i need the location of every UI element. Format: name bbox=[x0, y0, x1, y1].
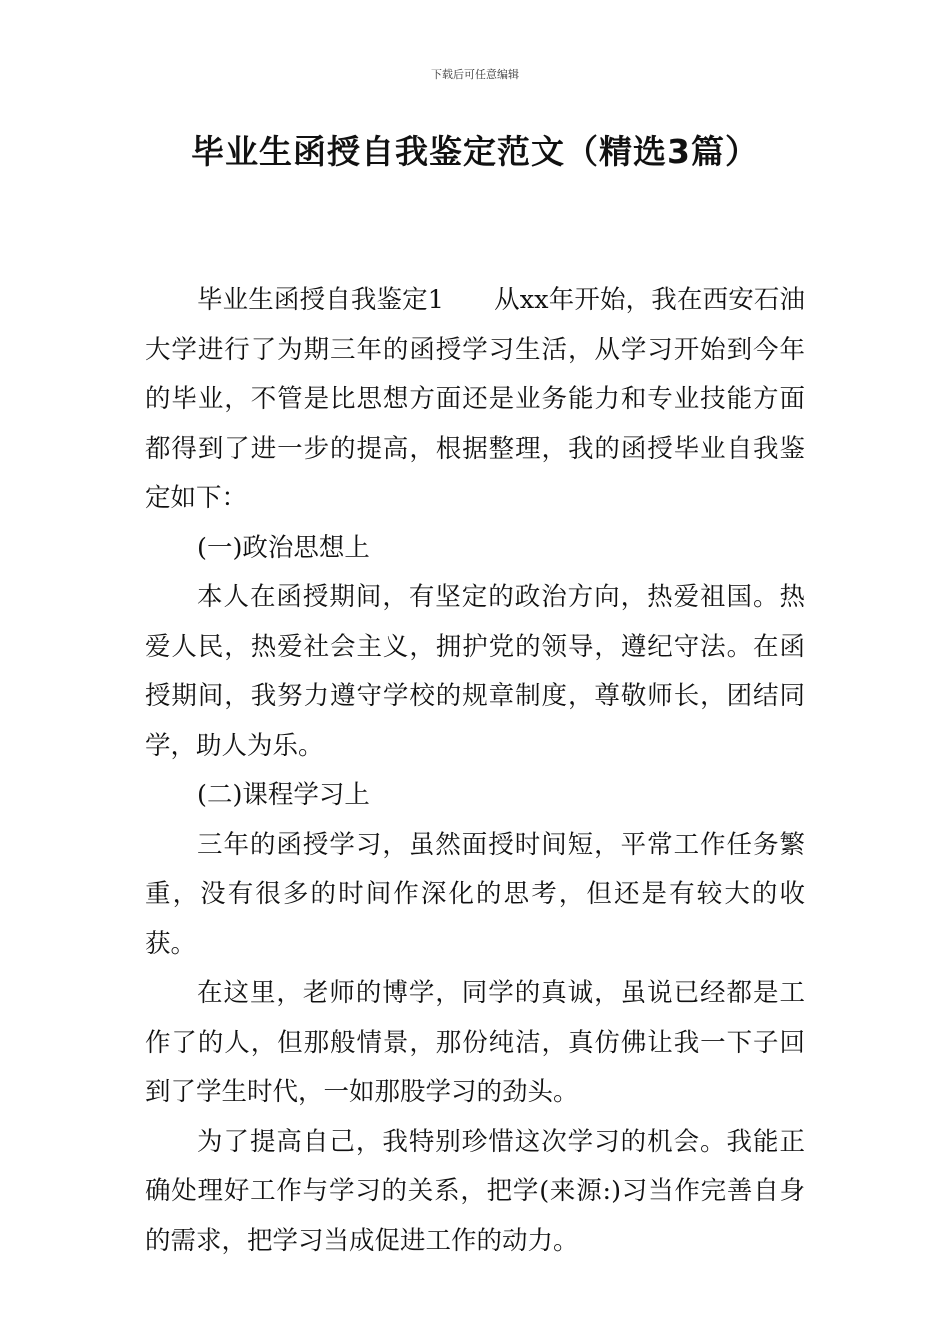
subheading-politics: (一)政治思想上 bbox=[197, 532, 370, 563]
document-title: 毕业生函授自我鉴定范文（精选3篇） bbox=[191, 132, 759, 171]
paragraph-self-improvement: 为了提高自己，我特别珍惜这次学习的机会。我能正确处理好工作与学习的关系，把学(来源:)习当作完善自身的需求，把学习当成促进工作的动力。 bbox=[145, 1126, 805, 1256]
document-body bbox=[145, 276, 805, 1266]
download-note: 下载后可任意编辑 bbox=[431, 68, 519, 81]
paragraph-classmates: 在这里，老师的博学，同学的真诚，虽说已经都是工作了的人，但那般情景，那份纯洁，真仿佛让我一下子回到了学生时代，一如那股学习的劲头。 bbox=[145, 978, 805, 1107]
subheading-courses: (二)课程学习上 bbox=[197, 780, 370, 810]
paragraph-text: 从xx年开始，我在西安石油大学进行了为期三年的函授学习生活，从学习开始到今年的毕业，不管是比思想方面还是业务能力和专业技能方面都得到了进一步的提高，根据整理，我的函授毕业自我鉴定如下： bbox=[145, 285, 805, 513]
paragraph-politics: 本人在函授期间，有坚定的政治方向，热爱祖国。热爱人民，热爱社会主义，拥护党的领导，遵纪守法。在函授期间，我努力遵守学校的规章制度，尊敬师长，团结同学，助人为乐。 bbox=[145, 582, 805, 761]
section-heading: 毕业生函授自我鉴定1 bbox=[197, 285, 445, 315]
paragraph-courses: 三年的函授学习，虽然面授时间短，平常工作任务繁重，没有很多的时间作深化的思考，但还是有较大的收获。 bbox=[145, 829, 805, 959]
paragraph-intro bbox=[145, 276, 805, 524]
